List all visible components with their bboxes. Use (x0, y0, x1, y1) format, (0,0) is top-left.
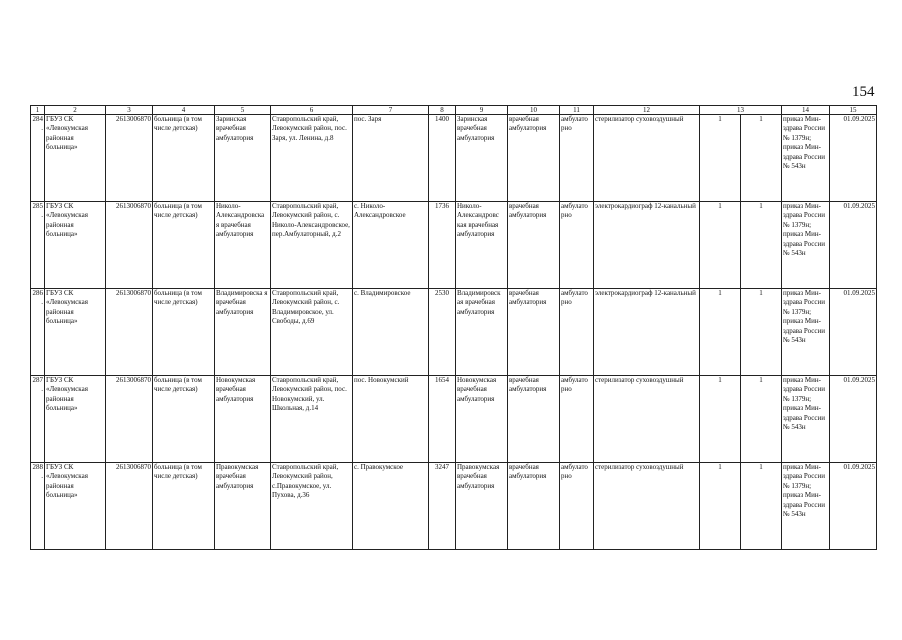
header-cell: 15 (830, 106, 877, 115)
header-cell: 13 (700, 106, 782, 115)
register-table (30, 105, 877, 550)
organization-cell: ГБУЗ СК «Левокумская районная больница» (45, 463, 106, 550)
address-cell: Ставропольский край, Левокумский район, с. Владимировское, ул. Свободы, д.69 (271, 289, 353, 376)
header-row (31, 106, 877, 115)
quantity-cell: 1 (741, 202, 782, 289)
order-cell: приказ Мин-здрава России № 1379н; приказ Мин-здрава России № 543н (782, 376, 830, 463)
header-cell: 4 (153, 106, 215, 115)
header-cell: 12 (594, 106, 700, 115)
care-mode-cell: амбулато рно (560, 115, 594, 202)
quantity-cell: 1 (700, 289, 741, 376)
header-cell: 3 (106, 106, 153, 115)
facility-type-cell: больница (в том числе детская) (153, 289, 215, 376)
locality-cell: пос. Заря (353, 115, 429, 202)
quantity-cell: 1 (741, 376, 782, 463)
table-row (31, 376, 877, 463)
header-cell: 7 (353, 106, 429, 115)
order-cell: приказ Мин-здрава России № 1379н; приказ Мин-здрава России № 543н (782, 202, 830, 289)
row-number-cell: 284. (31, 115, 45, 202)
subunit-kind-cell: врачебная амбулатория (508, 115, 560, 202)
row-number-cell: 285. (31, 202, 45, 289)
quantity-cell: 1 (700, 115, 741, 202)
order-cell: приказ Мин-здрава России № 1379н; приказ Мин-здрава России № 543н (782, 463, 830, 550)
table-row (31, 463, 877, 550)
facility-type-cell: больница (в том числе детская) (153, 463, 215, 550)
population-cell: 2530 (429, 289, 456, 376)
order-cell: приказ Мин-здрава России № 1379н; приказ Мин-здрава России № 543н (782, 115, 830, 202)
address-cell: Ставропольский край, Левокумский район, пос. Заря, ул. Ленина, д.8 (271, 115, 353, 202)
header-cell: 1 (31, 106, 45, 115)
organization-cell: ГБУЗ СК «Левокумская районная больница» (45, 202, 106, 289)
subunit-cell: Новокумская врачебная амбулатория (456, 376, 508, 463)
equipment-cell: стерилизатор суховоздушный (594, 115, 700, 202)
subunit-cell: Николо-Александровс кая врачебная амбулатория (456, 202, 508, 289)
subunit-cell: Владимировск ая врачебная амбулатория (456, 289, 508, 376)
organization-cell: ГБУЗ СК «Левокумская районная больница» (45, 376, 106, 463)
header-cell: 2 (45, 106, 106, 115)
date-cell: 01.09.2025 (830, 202, 877, 289)
unit-name-cell: Заринская врачебная амбулатория (215, 115, 271, 202)
header-cell: 6 (271, 106, 353, 115)
care-mode-cell: амбулато рно (560, 289, 594, 376)
inn-cell: 2613006870 (106, 202, 153, 289)
quantity-cell: 1 (741, 463, 782, 550)
date-cell: 01.09.2025 (830, 376, 877, 463)
header-cell: 10 (508, 106, 560, 115)
row-number-cell: 287. (31, 376, 45, 463)
subunit-kind-cell: врачебная амбулатория (508, 202, 560, 289)
quantity-cell: 1 (700, 463, 741, 550)
locality-cell: с. Правокумское (353, 463, 429, 550)
row-number-cell: 288. (31, 463, 45, 550)
header-cell: 8 (429, 106, 456, 115)
population-cell: 1400 (429, 115, 456, 202)
inn-cell: 2613006870 (106, 115, 153, 202)
equipment-cell: электрокардиограф 12-канальный (594, 202, 700, 289)
subunit-kind-cell: врачебная амбулатория (508, 463, 560, 550)
address-cell: Ставропольский край, Левокумский район, с. Николо-Александровское, пер.Амбулаторный, д.2 (271, 202, 353, 289)
quantity-cell: 1 (741, 289, 782, 376)
locality-cell: с. Николо-Александровское (353, 202, 429, 289)
facility-type-cell: больница (в том числе детская) (153, 202, 215, 289)
order-cell: приказ Мин-здрава России № 1379н; приказ Мин-здрава России № 543н (782, 289, 830, 376)
subunit-kind-cell: врачебная амбулатория (508, 376, 560, 463)
facility-type-cell: больница (в том числе детская) (153, 115, 215, 202)
quantity-cell: 1 (700, 202, 741, 289)
quantity-cell: 1 (741, 115, 782, 202)
table-row (31, 289, 877, 376)
row-number-cell: 286. (31, 289, 45, 376)
subunit-kind-cell: врачебная амбулатория (508, 289, 560, 376)
population-cell: 1736 (429, 202, 456, 289)
locality-cell: с. Владимировское (353, 289, 429, 376)
care-mode-cell: амбулато рно (560, 202, 594, 289)
inn-cell: 2613006870 (106, 463, 153, 550)
organization-cell: ГБУЗ СК «Левокумская районная больница» (45, 115, 106, 202)
organization-cell: ГБУЗ СК «Левокумская районная больница» (45, 289, 106, 376)
address-cell: Ставропольский край, Левокумский район, пос. Новокумский, ул. Школьная, д.14 (271, 376, 353, 463)
unit-name-cell: Правокумская врачебная амбулатория (215, 463, 271, 550)
date-cell: 01.09.2025 (830, 289, 877, 376)
subunit-cell: Заринская врачебная амбулатория (456, 115, 508, 202)
table-row (31, 202, 877, 289)
subunit-cell: Правокумская врачебная амбулатория (456, 463, 508, 550)
date-cell: 01.09.2025 (830, 115, 877, 202)
equipment-cell: стерилизатор суховоздушный (594, 376, 700, 463)
page-number: 154 (852, 84, 875, 100)
equipment-cell: электрокардиограф 12-канальный (594, 289, 700, 376)
facility-type-cell: больница (в том числе детская) (153, 376, 215, 463)
address-cell: Ставропольский край, Левокумский район, с.Правокумское, ул. Пухова, д.36 (271, 463, 353, 550)
locality-cell: пос. Новокумский (353, 376, 429, 463)
header-cell: 14 (782, 106, 830, 115)
care-mode-cell: амбулато рно (560, 463, 594, 550)
equipment-cell: стерилизатор суховоздушный (594, 463, 700, 550)
table-row (31, 115, 877, 202)
population-cell: 3247 (429, 463, 456, 550)
unit-name-cell: Новокумская врачебная амбулатория (215, 376, 271, 463)
inn-cell: 2613006870 (106, 376, 153, 463)
quantity-cell: 1 (700, 376, 741, 463)
header-cell: 9 (456, 106, 508, 115)
inn-cell: 2613006870 (106, 289, 153, 376)
population-cell: 1654 (429, 376, 456, 463)
header-cell: 5 (215, 106, 271, 115)
unit-name-cell: Николо-Александровска я врачебная амбулатория (215, 202, 271, 289)
unit-name-cell: Владимировска я врачебная амбулатория (215, 289, 271, 376)
date-cell: 01.09.2025 (830, 463, 877, 550)
care-mode-cell: амбулато рно (560, 376, 594, 463)
header-cell: 11 (560, 106, 594, 115)
